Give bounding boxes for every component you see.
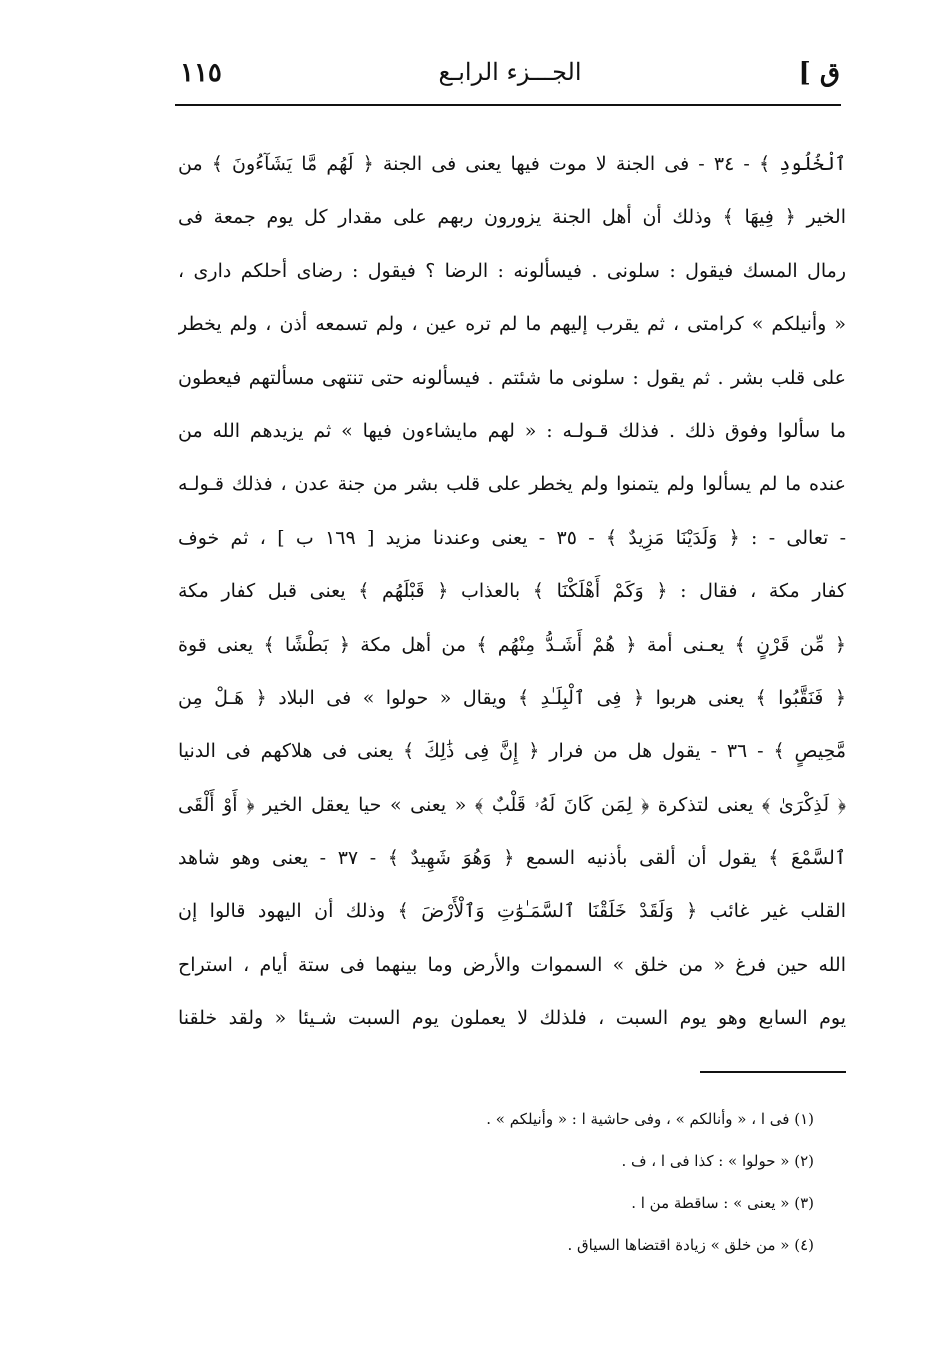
- text-line: « وأنيلكم » كرامتى ، ثم يقرب إليهم ما لم تره عين ، ولم تسمعه أذن ، ولم يخطر: [178, 313, 846, 336]
- header-divider: [175, 104, 841, 106]
- text-line: يوم السابع وهو يوم السبت ، فلذلك لا يعملون يوم السبت شـيئا « ولقد خلقنا: [178, 1007, 846, 1030]
- main-text: [178, 138, 846, 1046]
- juz-title: الجـــزء الرابـع: [438, 58, 582, 86]
- text-line: الله حين فرغ « من خلق » السموات والأرض وما بينهما فى ستة أيام ، استراح: [178, 953, 846, 976]
- text-line: مَّحِيصٍ ﴾ - ٣٦ - يقول هل من فرار ﴿ إِنَّ فِى ذَٰلِكَ ﴾ يعنى فى هلاكهم فى الدنيا: [178, 740, 846, 763]
- sura-name: ق ]: [798, 58, 840, 88]
- text-line: ٱلسَّمْعَ ﴾ يقول أن ألقى بأذنيه السمع ﴿ وَهُوَ شَهِيدٌ ﴾ - ٣٧ - يعنى وهو شاهد: [178, 847, 846, 870]
- footnote: (٤) « من خلق » زيادة اقتضاها السياق .: [567, 1236, 814, 1254]
- text-line: ﴿ مِّن قَرْنٍ ﴾ يعـنى أمة ﴿ هُمْ أَشَـدُّ مِنْهُم ﴾ من أهل مكة ﴿ بَطْشًا ﴾ يعنى قوة: [178, 633, 846, 656]
- text-line: على قلب بشر . ثم يقول : سلونى ما شئتم . فيسألونه حتى تنتهى مسألتهم فيعطون: [178, 366, 846, 389]
- footnote: (٣) « يعنى » : ساقطة من ا .: [631, 1194, 814, 1212]
- page-header: [180, 58, 840, 98]
- text-line: رمال المسك فيقول : سلونى . فيسألونه : الرضا ؟ فيقول : رضاى أحلكم دارى ،: [178, 259, 846, 282]
- text-line: ما سألوا وفوق ذلك . فذلك قـولـه : « لهم مايشاءون فيها » ثم يزيدهم الله من: [178, 419, 846, 442]
- footnote: (١) فى ا ، « وأنالكم » ، وفى حاشية ا : « وأنيلكم » .: [486, 1110, 814, 1128]
- text-line: كفار مكة ، فقال : ﴿ وَكَمْ أَهْلَكْنَا ﴾ بالعذاب ﴿ قَبْلَهُم ﴾ يعنى قبل كفار مكة: [178, 580, 846, 603]
- footnotes: [354, 1098, 814, 1266]
- page-number: ١١٥: [180, 58, 222, 88]
- text-line: الخير ﴿ فِيهَا ﴾ وذلك أن أهل الجنة يزورون ربهم على مقدار كل يوم جمعة فى: [178, 206, 846, 229]
- footnote: (٢) « حولوا » : كذا فى ا ، ف .: [621, 1152, 814, 1170]
- text-line: ﴿ لَذِكْرَىٰ ﴾ يعنى لتذكرة ﴿ لِمَن كَانَ لَهُۥ قَلْبٌ ﴾ « يعنى » حيا يعقل الخير ﴿ أَوْ أَلْقَى: [178, 793, 846, 816]
- text-line: عنده ما لم يسألوا ولم يتمنوا ولم يخطر على قلب بشر من جنة عدن ، فذلك قـولـه: [178, 473, 846, 496]
- text-line: ﴿ فَنَقَّبُوا ﴾ يعنى هربوا ﴿ فِى ٱلْبِلَـٰدِ ﴾ ويقال « حولوا » فى البلاد ﴿ هَـلْ مِن: [178, 686, 846, 709]
- text-line: القلب غير غائب ﴿ وَلَقَدْ خَلَقْنَا ٱلسَّمَـٰوَٰتِ وَٱلْأَرْضَ ﴾ وذلك أن اليهود قالوا إن: [178, 900, 846, 923]
- text-line: ٱلْخُلُودِ ﴾ - ٣٤ - فى الجنة لا موت فيها يعنى فى الجنة ﴿ لَهُم مَّا يَشَآءُونَ ﴾ من: [178, 153, 846, 175]
- footnote-divider: [700, 1071, 846, 1073]
- text-line: - تعالى - : ﴿ وَلَدَيْنَا مَزِيدٌ ﴾ - ٣٥ - يعنى وعندنا مزيد [ ١٦٩ ب ] ، ثم خوف: [178, 526, 846, 549]
